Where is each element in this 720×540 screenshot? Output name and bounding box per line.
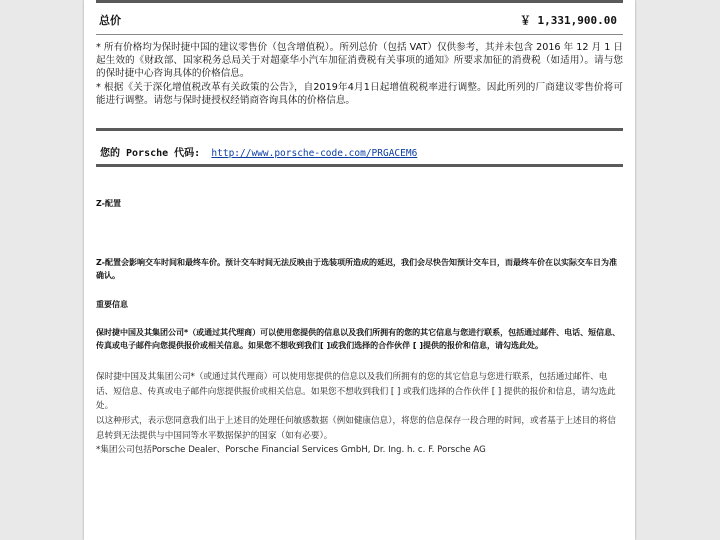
top-rule <box>96 0 623 3</box>
porsche-code-label: 您的 Porsche 代码: <box>100 148 201 159</box>
price-note: * 所有价格均为保时捷中国的建议零售价（包含增值税）。所列总价（包括 VAT）仅供参考，其并未包含 2016 年 12 月 1 日起生效的《财政部、国家税务总局关于对超豪华小汽车加征消费税有关事项的通知》所要求加征的消费税（如适用）。请与您的保时捷中心咨询具体的价格信息。 <box>96 42 623 79</box>
section-rule-bottom <box>96 164 623 167</box>
document-page <box>84 0 635 540</box>
tax-note: * 根据《关于深化增值税改革有关政策的公告》，自2019年4月1日起增值税税率进行调整。因此所列的厂商建议零售价将可能进行调整。请您与保时捷授权经销商咨询具体的价格信息。 <box>96 82 623 106</box>
privacy-heading: 重要信息 <box>96 300 128 309</box>
privacy-plain-text: 保时捷中国及其集团公司*（或通过其代理商）可以使用您提供的信息以及我们所拥有的您的其它信息与您进行联系，包括通过邮件、电话、短信息、传真或电子邮件向您提供报价或相关信息。如果您不想收到我们 [ ] 或我们选择的合作伙伴 [ ] 提供的报价和信息，请勾选此处。 <box>96 372 616 412</box>
porsche-code-row <box>100 144 417 159</box>
total-label: 总价 <box>99 14 121 27</box>
privacy-bold-text: 保时捷中国及其集团公司*（或通过其代理商）可以使用您提供的信息以及我们所拥有的您的其它信息与您进行联系，包括通过邮件、电话、短信息、传真或电子邮件向您提供报价或相关信息。如果您不想收到我们[ ]或我们选择的合作伙伴 [ ]提供的报价和信息，请勾选此处。 <box>96 328 621 350</box>
total-divider <box>96 34 623 35</box>
delivery-heading: Z-配置 <box>96 199 121 208</box>
consent-text: 以这种形式，表示您同意我们出于上述目的处理任何敏感数据（例如健康信息），将您的信息保存一段合理的时间，或者基于上述目的将信息转到无法提供与中国同等水平数据保护的国家（如有必要）。 <box>96 416 616 441</box>
section-rule-top <box>96 128 623 131</box>
porsche-code-link[interactable]: http://www.porsche-code.com/PRGACEM6 <box>211 148 418 159</box>
group-note: *集团公司包括Porsche Dealer、Porsche Financial Services GmbH, Dr. Ing. h. c. F. Porsche AG <box>96 445 486 455</box>
total-price: ￥ 1,331,900.00 <box>519 14 617 27</box>
delivery-text: Z-配置会影响交车时间和最终车价。预计交车时间无法反映由于选装项所造成的延迟，我们会尽快告知预计交车日，而最终车价在以实际交车日为准确认。 <box>96 258 617 280</box>
